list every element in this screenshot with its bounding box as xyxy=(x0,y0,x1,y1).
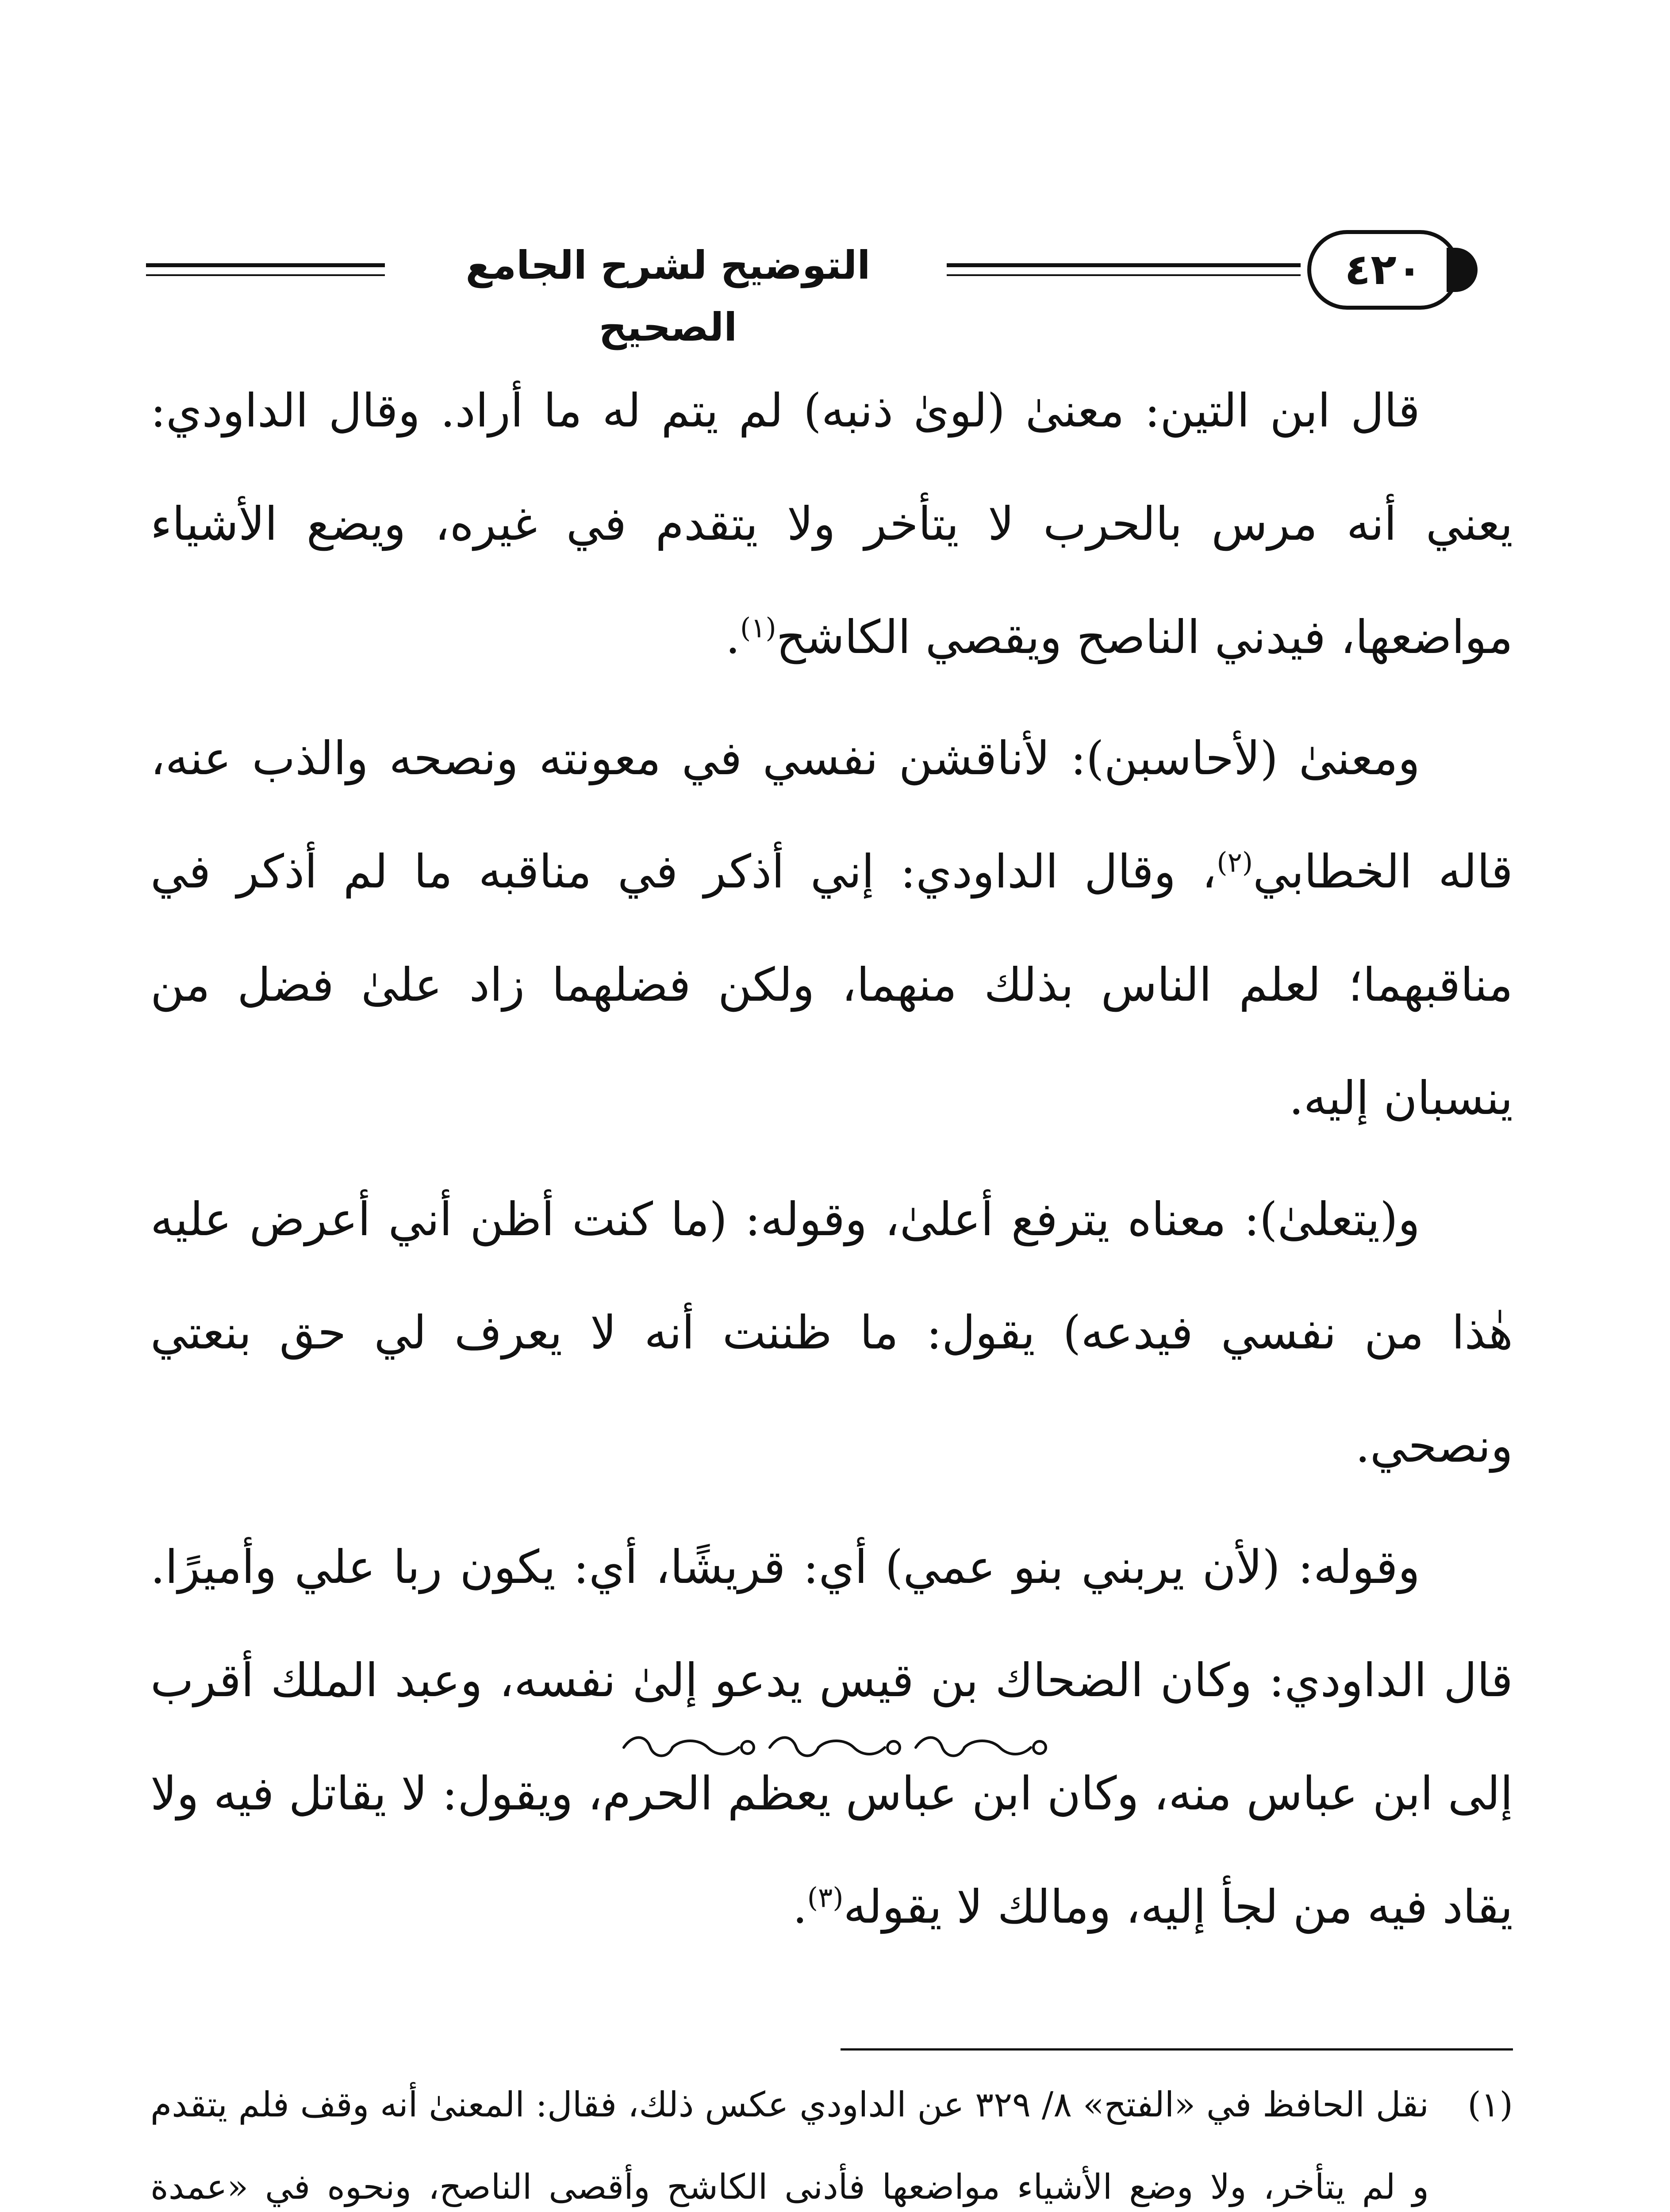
main-text xyxy=(150,354,1513,1971)
footnotes xyxy=(150,2064,1513,2212)
footnote-marker: (٢) xyxy=(1217,846,1253,879)
page-number-ornament xyxy=(1447,248,1478,292)
paragraph xyxy=(150,702,1513,1155)
paragraph-tail: ، وقال الداودي: إني أذكر في مناقبه ما لم أذكر في مناقبهما؛ لعلم الناس بذلك منهما، ولكن فضلهما زاد علىٰ فضل من ينسبان إليه. xyxy=(150,845,1513,1125)
paragraph-text: قال ابن التين: معنىٰ (لوىٰ ذنبه) لم يتم له ما أراد. وقال الداودي: يعني أنه مرس بالحرب لا يتأخر ولا يتقدم في غيره، ويضع الأشياء مواضعها، فيدني الناصح ويقصي الكاشح xyxy=(150,384,1513,664)
paragraph-text: ومعنىٰ (لأحاسبن): لأناقشن نفسي في معونته ونصحه والذب عنه، قاله الخطابي xyxy=(150,731,1513,899)
header-rule-right xyxy=(947,263,1301,267)
ornament-unit-2 xyxy=(770,1738,900,1756)
paragraph xyxy=(150,354,1513,694)
paragraph-text: و(يتعلىٰ): معناه يترفع أعلىٰ، وقوله: (ما كنت أظن أني أعرض عليه هٰذا من نفسي فيدعه) يقول: ما ظننت أنه لا يعرف لي حق بنعتي ونصحي. xyxy=(150,1192,1513,1473)
footnote-marker: (١) xyxy=(740,611,776,644)
paragraph-tail: . xyxy=(792,1880,807,1934)
footnote-marker: (٣) xyxy=(807,1881,844,1914)
footnote-separator xyxy=(841,2048,1513,2051)
footnote-item xyxy=(150,2064,1513,2212)
footnote-text: نقل الحافظ في «الفتح» ٨/ ٣٢٩ عن الداودي عكس ذلك، فقال: المعنىٰ أنه وقف فلم يتقدم و لم يتأخر، ولا وضع الأشياء مواضعها فأدنى الكاشح وأقصى الناصح، ونحوه في «عمدة xyxy=(150,2085,1429,2207)
section-divider-ornament xyxy=(615,1730,1057,1765)
ornament-unit-1 xyxy=(624,1738,754,1756)
paragraph xyxy=(150,1163,1513,1502)
header-title: التوضيح لشرح الجامع الصحيح xyxy=(465,242,871,350)
header-rule-left xyxy=(146,263,385,267)
footnote-number: (١) xyxy=(1467,2085,1513,2125)
running-header xyxy=(146,230,1522,350)
header-rule-left-thin xyxy=(146,274,385,276)
paragraph-tail: . xyxy=(725,610,740,664)
ornament-unit-3 xyxy=(916,1738,1046,1756)
paragraph-text: وقوله: (لأن يربني بنو عمي) أي: قريشًا، أي: يكون ربا علي وأميرًا. قال الداودي: وكان الضحاك بن قيس يدعو إلىٰ نفسه، وعبد الملك أقرب إلى ابن عباس منه، وكان ابن عباس يعظم الحرم، ويقول: لا يقاتل فيه ولا يقاد فيه من لجأ إليه، ومالك لا يقوله xyxy=(150,1540,1513,1934)
page-number: ٤٢٠ xyxy=(1307,230,1460,310)
header-rule-right-thin xyxy=(947,274,1301,276)
